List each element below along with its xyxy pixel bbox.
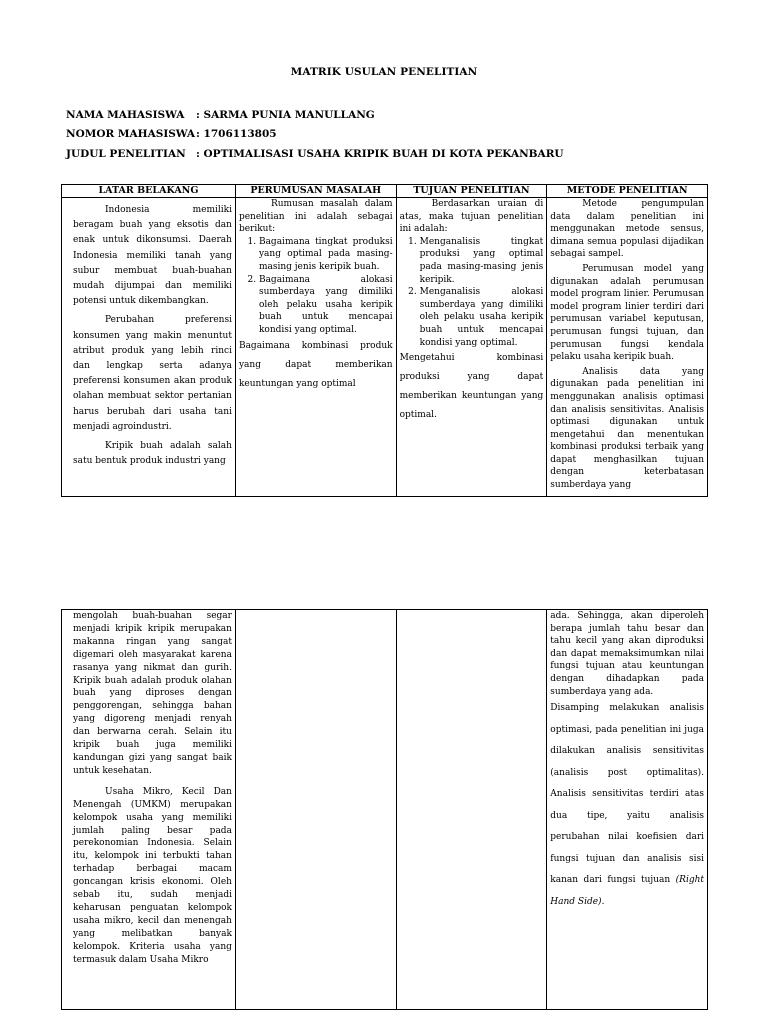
field-value: : 1706113805: [196, 128, 277, 140]
list-item: 1. Bagaimana tingkat produksi yang optimal pada masing-masing jenis keripik buah.: [259, 236, 393, 274]
field-label: NAMA MAHASISWA: [66, 109, 185, 121]
page-title: MATRIK USULAN PENELITIAN: [290, 66, 478, 78]
tujuan-list: [400, 236, 544, 349]
paragraph: Rumusan masalah dalam penelitian ini adalah sebagai berikut:: [238, 199, 393, 235]
paragraph: ada. Sehingga, akan diperoleh berapa jumlah tahu besar dan tahu kecil yang akan diproduksi dan dapat memaksimumkan nilai fungsi tujuan atau keuntungan dengan dihadapkan pada sumberdaya yang ada.: [550, 611, 704, 697]
paragraph: Perubahan preferensi konsumen yang makin menuntut atribut produk yang lebih rinci dan lengkap serta adanya preferensi konsumen akan produk olahan membuat sektor pertanian harus berubah dari usaha tani menjadi agroindustri.: [73, 315, 232, 432]
field-value: : SARMA PUNIA MANULLANG: [196, 109, 375, 121]
matrix-table-page1: [61, 184, 708, 497]
paragraph: Indonesia memiliki beragam buah yang eksotis dan enak untuk dikonsumsi. Daerah Indonesia memiliki tanah yang subur membuat buah-buahan mudah dijumpai dan memiliki potensi untuk dikembangkan.: [73, 205, 232, 307]
list-item: 2. Menganalisis alokasi sumberdaya yang dimiliki oleh pelaku usaha keripik buah untuk mencapai kondisi yang optimal.: [420, 286, 544, 349]
paragraph: Berdasarkan uraian di atas, maka tujuan penelitian ini adalah:: [399, 199, 544, 235]
cell-metode-penelitian: [547, 610, 708, 1010]
cell-tujuan-penelitian: [396, 610, 547, 1010]
list-item: 2. Bagaimana alokasi sumberdaya yang dimiliki oleh pelaku usaha keripik buah untuk mencapai kondisi yang optimal.: [259, 274, 393, 337]
paragraph: Metode pengumpulan data dalam penelitian ini menggunakan metode sensus, dimana semua populasi dijadikan sebagai sampel.: [550, 199, 704, 260]
paragraph: [550, 698, 704, 913]
paragraph-text: Disamping melakukan analisis optimasi, pada penelitian ini juga dilakukan analisis sensitivitas (analisis post optimalitas). Analisis sensitivitas terdiri atas dua tipe, yaitu analisis perubahan nilai koefisien dari fungsi tujuan dan analisis sisi kanan dari fungsi tujuan: [550, 703, 704, 886]
cell-latar-belakang: [62, 198, 236, 497]
field-label: JUDUL PENELITIAN: [66, 148, 186, 160]
cell-metode-penelitian: [547, 198, 708, 497]
field-nama: [66, 109, 375, 121]
rumusan-list: [239, 236, 393, 337]
paragraph-italic: (Right Hand Side): [550, 875, 704, 907]
paragraph: Perumusan model yang digunakan adalah perumusan model program linier. Perumusan model program linier terdiri dari perumusan variabel keputusan, perumusan fungsi tujuan, dan perumusan fungsi kendala pelaku usaha keripik buah.: [550, 263, 704, 363]
paragraph: Kripik buah adalah salah satu bentuk produk industri yang: [73, 441, 232, 467]
header-latar-belakang: LATAR BELAKANG: [62, 185, 236, 198]
field-value: : OPTIMALISASI USAHA KRIPIK BUAH DI KOTA PEKANBARU: [196, 148, 564, 160]
cell-perumusan-masalah: [235, 198, 396, 497]
paragraph: Usaha Mikro, Kecil Dan Menengah (UMKM) merupakan kelompok usaha yang memiliki jumlah paling besar pada perekonomian Indonesia. Selain itu, kelompok ini terbukti tahan terhadap berbagai macam goncangan krisis ekonomi. Oleh sebab itu, sudah menjadi keharusan penguatan kelompok usaha mikro, kecil dan menengah yang melibatkan banyak kelompok. Kriteria usaha yang termasuk dalam Usaha Mikro: [73, 786, 232, 965]
field-label: NOMOR MAHASISWA: [66, 128, 196, 140]
list-item: 1. Menganalisis tingkat produksi yang optimal pada masing-masing jenis keripik.: [420, 236, 544, 286]
header-perumusan-masalah: PERUMUSAN MASALAH: [235, 185, 396, 198]
header-tujuan-penelitian: TUJUAN PENELITIAN: [396, 185, 547, 198]
header-metode-penelitian: METODE PENELITIAN: [547, 185, 708, 198]
paragraph: Mengetahui kombinasi produksi yang dapat memberikan keuntungan yang optimal.: [399, 353, 544, 421]
cell-latar-belakang: [62, 610, 236, 1010]
cell-perumusan-masalah: [235, 610, 396, 1010]
paragraph: Bagaimana kombinasi produk yang dapat memberikan keuntungan yang optimal: [238, 340, 393, 389]
paragraph: Analisis data yang digunakan pada penelitian ini menggunakan analisis optimasi dan analisis sensitivitas. Analisis optimasi digunakan untuk mengetahui dan menentukan kombinasi produksi terbaik yang dapat menghasilkan tujuan dengan keterbatasan sumberdaya yang: [550, 366, 704, 491]
matrix-table-page2: [61, 609, 708, 1010]
field-judul: [66, 148, 564, 160]
paragraph-end: .: [601, 896, 605, 907]
paragraph: mengolah buah-buahan segar menjadi kripik kripik merupakan makanna ringan yang sangat digemari oleh masyarakat karena rasanya yang nikmat dan gurih. Kripik buah adalah produk olahan buah yang diproses dengan penggorengan, sehingga bahan yang digoreng menjadi renyah dan berwarna cerah. Selain itu kripik buah juga memiliki kandungan gizi yang sangat baik untuk kesehatan.: [73, 611, 232, 776]
field-nomor: [66, 128, 277, 140]
cell-tujuan-penelitian: [396, 198, 547, 497]
